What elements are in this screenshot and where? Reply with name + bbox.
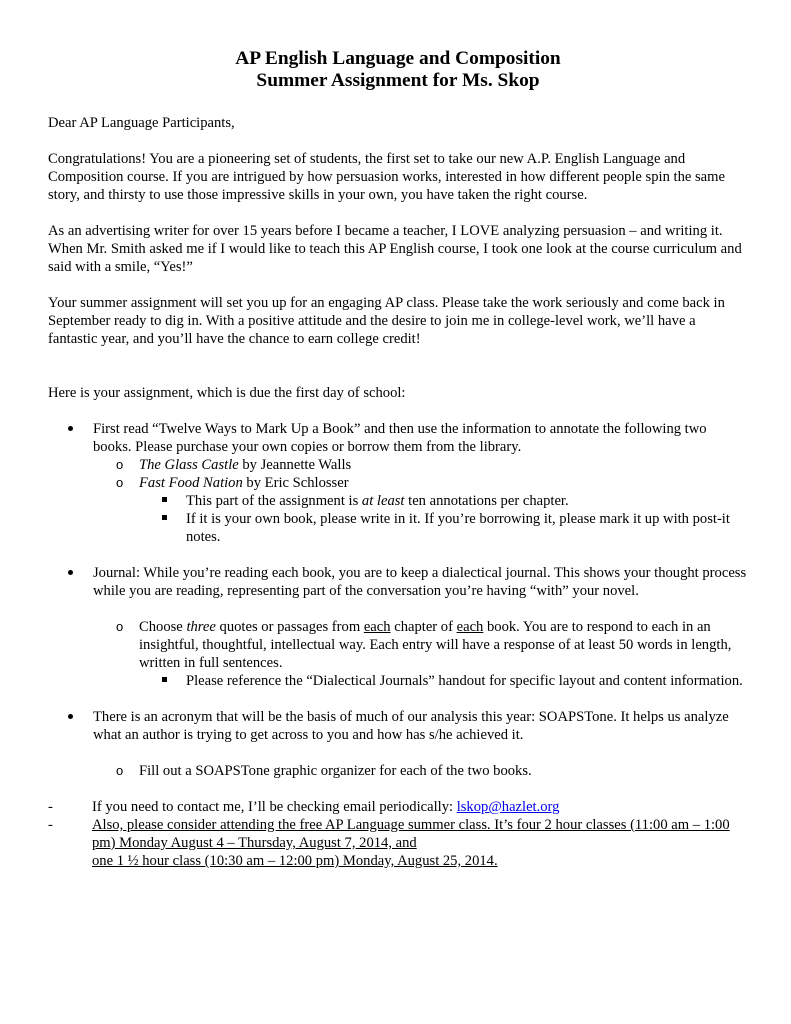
circle-bullet-icon: o: [116, 457, 124, 472]
paragraph-background: As an advertising writer for over 15 years before I became a teacher, I LOVE analyzing persuasion – and writing it. When Mr. Smith asked me if I would like to teach this AP English course, I took one look at the course curriculum and said with a smile, “Yes!”: [48, 223, 742, 275]
dash-marker: -: [48, 799, 53, 815]
circle-bullet-icon: o: [116, 763, 124, 778]
annotate-instructions: First read “Twelve Ways to Mark Up a Book” and then use the information to annotate the following two books. Please purchase your own copies or borrow them from the library.: [93, 421, 707, 455]
note-emphasis: at least: [361, 493, 405, 509]
book-author: by Eric Schlosser: [242, 475, 349, 491]
dash-marker: -: [48, 817, 53, 833]
bullet-icon: [68, 420, 73, 438]
assignment-item-journal: [48, 564, 748, 600]
note-text: This part of the assignment is: [186, 493, 362, 509]
assignment-item-soapstone: [48, 708, 748, 744]
soapstone-organizer-task: [48, 762, 748, 780]
book-item-glass-castle: [48, 456, 748, 474]
book-author: by Jeannette Walls: [238, 457, 352, 473]
square-bullet-icon: [162, 672, 167, 690]
soapstone-instructions: There is an acronym that will be the basis of much of our analysis this year: SOAPSTone. It helps us analyze what an author is trying to get across to you and how has s/he achieved it.: [93, 709, 729, 743]
journal-instructions: Journal: While you’re reading each book, you are to keep a dialectical journal. This shows your thought process while you are reading, representing part of the conversation you’re having “with” your novel.: [93, 565, 747, 599]
note-text: Please reference the “Dialectical Journals” handout for specific layout and content information.: [186, 673, 743, 689]
paragraph-expectations: Your summer assignment will set you up for an engaging AP class. Please take the work seriously and come back in September ready to dig in. With a positive attitude and the desire to join me in college-level work, we’ll have a fantastic year, and you’ll have the chance to earn college credit!: [48, 295, 725, 347]
square-bullet-icon: [162, 492, 167, 510]
requirement-text: quotes or passages from: [215, 619, 364, 635]
assignment-item-annotate: [48, 420, 748, 456]
document-page: [48, 48, 748, 870]
requirement-text: book. You are to respond to each in an insightful, thoughtful, intellectual way. Each entry will have a response of at least 50 words in length, written in full sentences.: [139, 619, 732, 671]
book-item-fast-food-nation: [48, 474, 748, 492]
annotation-method-note: [48, 510, 748, 546]
assignment-intro: Here is your assignment, which is due the first day of school:: [48, 385, 406, 401]
summer-class-line: [48, 816, 748, 870]
task-text: Fill out a SOAPSTone graphic organizer for each of the two books.: [139, 763, 532, 779]
email-link[interactable]: lskop@hazlet.org: [456, 799, 560, 815]
book-title: Fast Food Nation: [139, 475, 243, 491]
annotation-requirement: [48, 492, 748, 510]
circle-bullet-icon: o: [116, 619, 124, 634]
book-title: The Glass Castle: [139, 457, 239, 473]
requirement-underline: each: [456, 619, 484, 635]
requirement-underline: each: [363, 619, 391, 635]
contact-line: [48, 798, 748, 816]
bullet-icon: [68, 564, 73, 582]
bullet-icon: [68, 708, 73, 726]
summer-class-text: Also, please consider attending the free AP Language summer class. It’s four 2 hour classes (11:00 am – 1:00 pm) Monday August 4 – Thursday, August 7, 2014, and: [92, 817, 730, 851]
title-block: [48, 48, 748, 92]
page-subtitle: Summer Assignment for Ms. Skop: [256, 70, 540, 91]
note-text: If it is your own book, please write in it. If you’re borrowing it, please mark it up with post-it notes.: [186, 511, 730, 545]
journal-quotes-requirement: [48, 618, 748, 672]
requirement-text: Choose: [139, 619, 187, 635]
circle-bullet-icon: o: [116, 475, 124, 490]
journal-handout-note: [48, 672, 748, 690]
requirement-emphasis: three: [186, 619, 216, 635]
note-text: ten annotations per chapter.: [404, 493, 569, 509]
square-bullet-icon: [162, 510, 167, 528]
requirement-text: chapter of: [390, 619, 457, 635]
summer-class-text-continued: one 1 ½ hour class (10:30 am – 12:00 pm) Monday, August 25, 2014.: [92, 853, 498, 869]
salutation: Dear AP Language Participants,: [48, 115, 235, 131]
page-title: AP English Language and Composition: [235, 48, 561, 69]
contact-text: If you need to contact me, I’ll be checking email periodically:: [92, 799, 457, 815]
paragraph-intro: Congratulations! You are a pioneering set of students, the first set to take our new A.P. English Language and Composition course. If you are intrigued by how persuasion works, interested in how different people spin the same story, and thirsty to use those impressive skills in your own, you have taken the right course.: [48, 151, 725, 203]
